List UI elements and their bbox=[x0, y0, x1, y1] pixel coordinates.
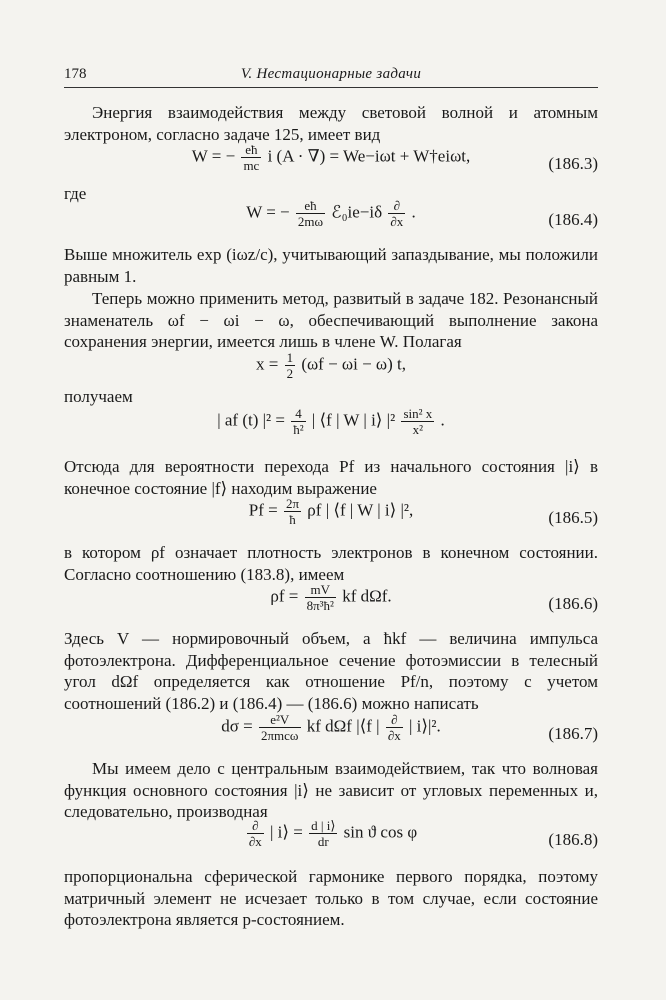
fraction: $\frac{eħ}{2m\omega}$ bbox=[297, 198, 324, 229]
page-header bbox=[64, 62, 598, 86]
fraction: $\frac{\partial}{\partial x}$ bbox=[248, 818, 262, 849]
eq-mid: ℰ₀ie−iδ bbox=[331, 202, 383, 222]
eq-lhs: W = − bbox=[191, 146, 236, 166]
fraction: $\frac{\text{e²V}}{\text{2πmcω}}$ bbox=[260, 712, 299, 743]
equation-number: (186.8) bbox=[548, 830, 598, 849]
equation-186-4 bbox=[64, 198, 598, 238]
eq-mid: kf dΩf |⟨f | bbox=[306, 716, 380, 736]
paragraph-6: Отсюда для вероятности перехода Pf из начального состояния |i⟩ в конечное состояние |f⟩ находим выражение bbox=[64, 457, 598, 498]
eq-lhs: | af (t) |² = bbox=[217, 410, 285, 430]
eq-end: . bbox=[440, 410, 445, 430]
equation-number: (186.6) bbox=[548, 594, 598, 613]
fraction: $\frac{eħ}{mc}$ bbox=[243, 142, 260, 173]
paragraph-5: получаем bbox=[64, 387, 133, 406]
eq-lhs: Pf = bbox=[248, 500, 278, 520]
paragraph-2: где bbox=[64, 184, 87, 203]
fraction: $\frac{\partial}{\partial x}$ bbox=[390, 198, 404, 229]
eq-end: . bbox=[411, 202, 416, 222]
paragraph-3: Выше множитель exp (iωz/c), учитывающий запаздывание, мы положили равным 1. bbox=[64, 245, 598, 286]
equation-x bbox=[64, 350, 598, 390]
fraction: $\frac{4}{\text{ħ²}}$ bbox=[293, 406, 304, 437]
eq-lhs: W = − bbox=[246, 202, 290, 222]
paragraph-4: Теперь можно применить метод, развитый в задаче 182. Резонансный знаменатель ωf − ωi − ω, обеспечивающий выполнение закона сохранения энергии, имеется лишь в члене W. Полагая bbox=[64, 289, 598, 351]
eq-rhs: i (A · ∇) = We−iωt + W†eiωt, bbox=[267, 146, 471, 166]
eq-end: sin ϑ cos φ bbox=[343, 822, 418, 842]
eq-rhs: (ωf − ωi − ω) t, bbox=[301, 354, 407, 374]
equation-186-7 bbox=[64, 712, 598, 752]
fraction: $\frac{\text{sin² x}}{\text{x²}}$ bbox=[403, 406, 433, 437]
paragraph-10: пропорциональна сферической гармонике первого порядка, поэтому матричный элемент не исчезает только в том случае, если состояние фотоэлектрона является p-состоянием. bbox=[64, 867, 598, 929]
fraction: $\frac{\partial}{\partial x}$ bbox=[387, 712, 401, 743]
equation-number: (186.5) bbox=[548, 508, 598, 527]
equation-number: (186.3) bbox=[548, 154, 598, 173]
page-number: 178 bbox=[64, 66, 87, 82]
header-rule bbox=[64, 87, 598, 88]
equation-186-6 bbox=[64, 582, 598, 622]
eq-mid: | i⟩ = bbox=[270, 822, 303, 842]
eq-rhs: ρf | ⟨f | W | i⟩ |², bbox=[307, 500, 414, 520]
eq-lhs: x = bbox=[255, 354, 279, 374]
fraction: $\frac{d | i⟩}{dr}$ bbox=[311, 818, 336, 849]
fraction: $\frac{mV}{\text{8π³ħ²}}$ bbox=[306, 582, 334, 613]
fraction: $\frac{2\pi}{ħ}$ bbox=[285, 496, 300, 527]
equation-186-8 bbox=[64, 818, 598, 858]
paragraph-7: в котором ρf означает плотность электронов в конечном состоянии. Согласно соотношению (183.8), имеем bbox=[64, 543, 598, 584]
equation-af bbox=[64, 406, 598, 446]
paragraph-9: Мы имеем дело с центральным взаимодействием, так что волновая функция основного состояния |i⟩ не зависит от угловых переменных и, следовательно, производная bbox=[64, 759, 598, 821]
chapter-title: V. Нестационарные задачи bbox=[240, 66, 422, 82]
paragraph-1: Энергия взаимодействия между световой волной и атомным электроном, согласно задаче 125, имеет вид bbox=[64, 103, 598, 144]
eq-end: | i⟩|². bbox=[409, 716, 441, 736]
eq-lhs: dσ = bbox=[221, 716, 253, 736]
eq-rhs: kf dΩf. bbox=[342, 586, 392, 606]
eq-mid: | ⟨f | W | i⟩ |² bbox=[311, 410, 396, 430]
equation-number: (186.7) bbox=[548, 724, 598, 743]
paragraph-8: Здесь V — нормировочный объем, а ħkf — величина импульса фотоэлектрона. Дифференциальное сечение фотоэмиссии в телесный угол dΩf определяется как отношение Pf/n, поэтому с учетом соотношений (186.2) и (186.4) — (186.6) можно написать bbox=[64, 629, 598, 713]
eq-lhs: ρf = bbox=[270, 586, 299, 606]
equation-186-3 bbox=[64, 142, 598, 182]
equation-number: (186.4) bbox=[548, 210, 598, 229]
fraction: $\frac{1}{2}$ bbox=[286, 350, 294, 381]
equation-186-5 bbox=[64, 496, 598, 536]
